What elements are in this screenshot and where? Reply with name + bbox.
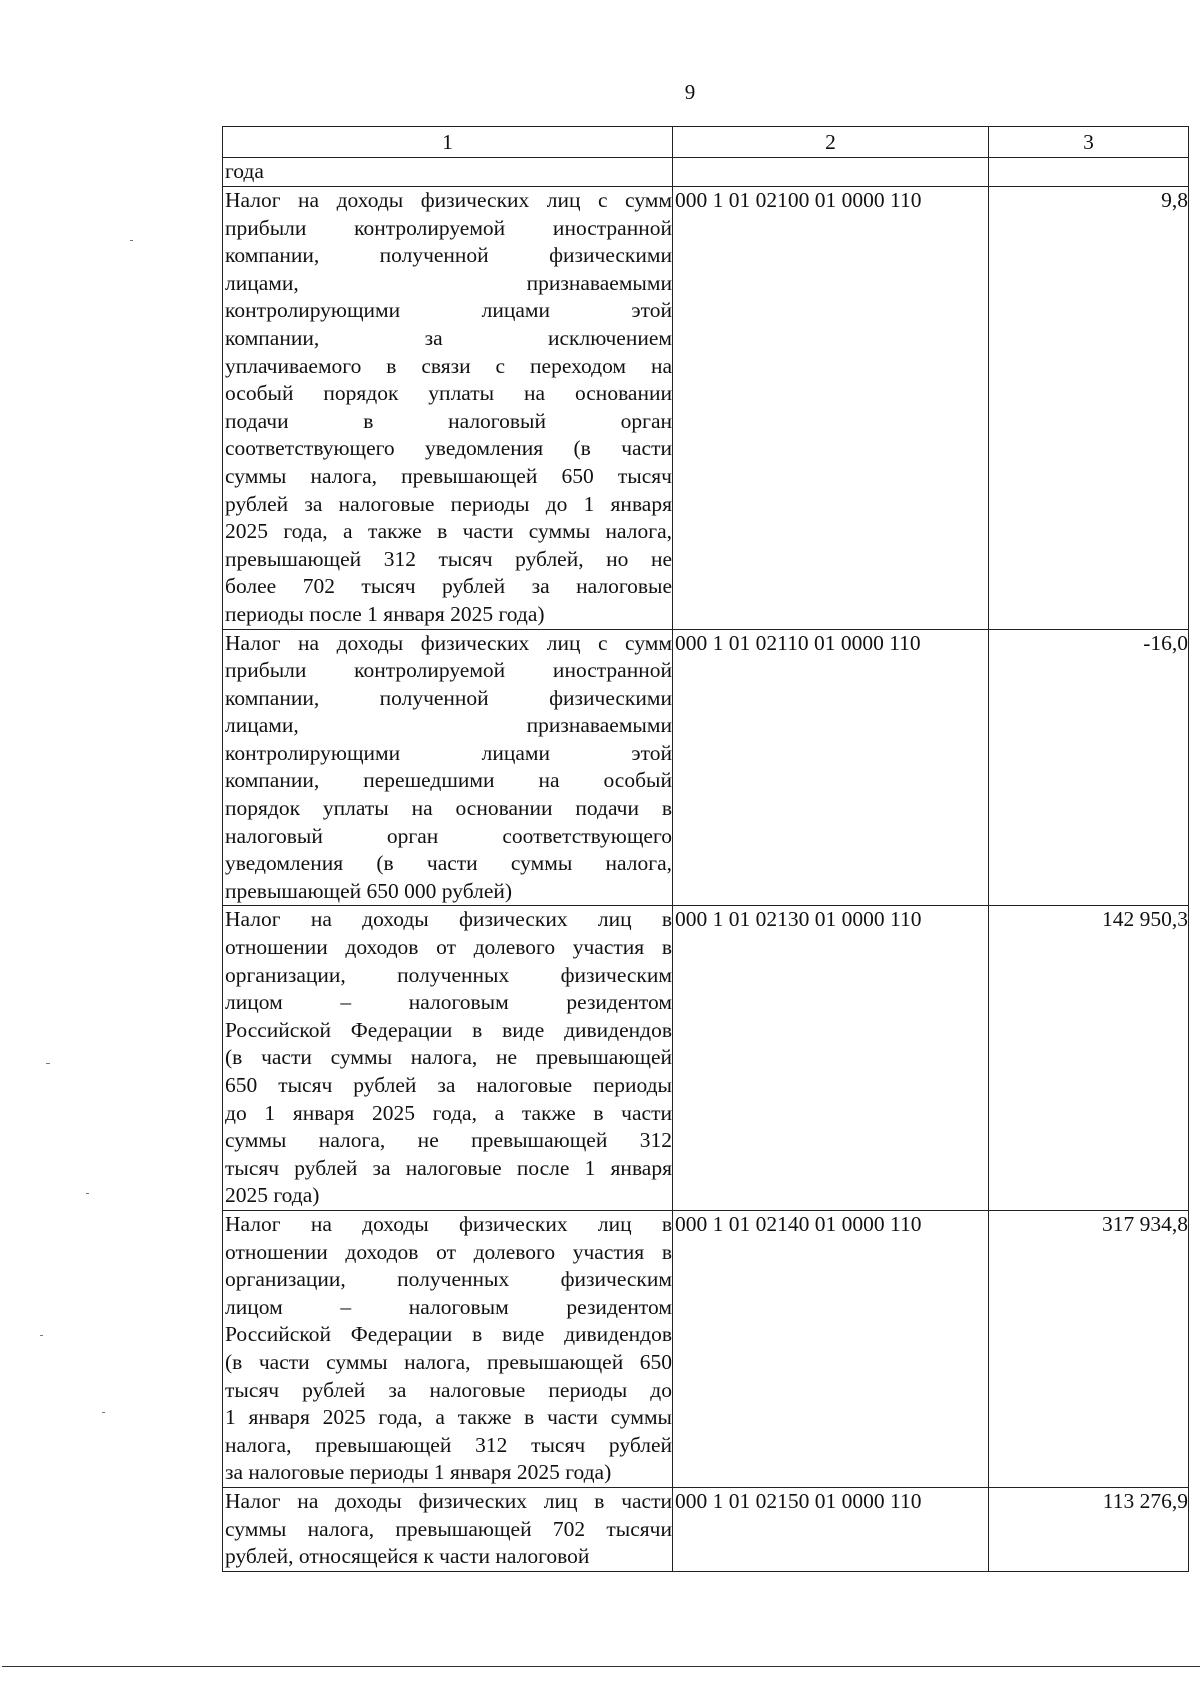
row-description	[223, 158, 673, 187]
row-budget-code: 000 1 01 02150 01 0000 110	[673, 1487, 989, 1571]
description-line: (в части суммы налога, превышающей 650	[225, 1349, 672, 1374]
description-line: года	[225, 159, 264, 183]
description-line: 2025 года)	[225, 1183, 320, 1208]
row-budget-code: 000 1 01 02140 01 0000 110	[673, 1210, 989, 1487]
description-line: 650 тысяч рублей за налоговые периоды	[225, 1073, 672, 1097]
description-line: Налог на доходы физических лиц в части	[225, 1488, 672, 1513]
description-line: Налог на доходы физических лиц с сумм	[225, 630, 672, 655]
description-line: лицами, признаваемыми	[225, 270, 672, 295]
row-description	[223, 1210, 673, 1487]
description-line: Налог на доходы физических лиц в	[225, 1211, 672, 1236]
row-description	[223, 187, 673, 630]
row-amount: 142 950,3	[989, 906, 1189, 1211]
table-row	[223, 906, 1189, 1211]
row-amount: 9,8	[989, 187, 1189, 630]
scan-speck	[86, 1193, 89, 1194]
row-amount: 113 276,9	[989, 1487, 1189, 1571]
column-header-2: 2	[673, 127, 989, 158]
column-header-3: 3	[989, 127, 1189, 158]
table-row	[223, 629, 1189, 906]
description-line: суммы налога, превышающей 702 тысячи	[225, 1516, 672, 1541]
table-row	[223, 187, 1189, 630]
description-line: уплачиваемого в связи с переходом на	[225, 353, 672, 378]
description-line: уведомления (в части суммы налога,	[225, 851, 672, 876]
description-line: Российской Федерации в виде дивидендов	[225, 1322, 672, 1347]
description-line: Налог на доходы физических лиц с сумм	[225, 188, 672, 212]
description-line: отношении доходов от долевого участия в	[225, 935, 672, 960]
description-line: до 1 января 2025 года, а также в части	[225, 1100, 672, 1125]
row-description	[223, 1487, 673, 1571]
column-header-1: 1	[223, 127, 673, 158]
description-line: превышающей 650 000 рублей)	[225, 878, 513, 903]
scan-speck	[102, 1412, 105, 1413]
revenue-table	[222, 126, 1189, 1572]
table-row	[223, 1210, 1189, 1487]
description-line: компании, полученной физическими	[225, 685, 672, 710]
description-line: подачи в налоговый орган	[225, 408, 672, 433]
description-line: превышающей 312 тысяч рублей, но не	[225, 546, 672, 571]
table-header-row	[223, 127, 1189, 158]
table-row	[223, 1487, 1189, 1571]
row-description	[223, 906, 673, 1211]
row-amount	[989, 158, 1189, 187]
scan-speck	[40, 1335, 43, 1336]
description-line: контролирующими лицами этой	[225, 298, 672, 323]
description-line: налоговый орган соответствующего	[225, 823, 672, 848]
description-line: налога, превышающей 312 тысяч рублей	[225, 1432, 672, 1457]
description-line: суммы налога, превышающей 650 тысяч	[225, 463, 672, 488]
description-line: компании, полученной физическими	[225, 243, 672, 268]
description-line: порядок уплаты на основании подачи в	[225, 796, 672, 821]
bottom-rule	[2, 1666, 1200, 1667]
description-line: организации, полученных физическим	[225, 1267, 672, 1292]
description-line: 1 января 2025 года, а также в части суммы	[225, 1405, 672, 1430]
description-line: контролирующими лицами этой	[225, 740, 672, 765]
scan-speck	[46, 1063, 50, 1064]
description-line: периоды после 1 января 2025 года)	[225, 601, 545, 626]
description-line: тысяч рублей за налоговые периоды до	[225, 1377, 672, 1402]
description-line: организации, полученных физическим	[225, 962, 672, 987]
row-budget-code	[673, 158, 989, 187]
description-line: Российской Федерации в виде дивидендов	[225, 1017, 672, 1042]
description-line: компании, за исключением	[225, 325, 672, 350]
page-number: 9	[684, 80, 696, 104]
description-line: суммы налога, не превышающей 312	[225, 1128, 672, 1153]
row-budget-code: 000 1 01 02110 01 0000 110	[673, 629, 989, 906]
row-amount: -16,0	[989, 629, 1189, 906]
description-line: прибыли контролируемой иностранной	[225, 215, 672, 240]
description-line: прибыли контролируемой иностранной	[225, 658, 672, 683]
description-line: лицом – налоговым резидентом	[225, 990, 672, 1015]
description-line: особый порядок уплаты на основании	[225, 381, 672, 406]
description-line: соответствующего уведомления (в части	[225, 436, 672, 461]
description-line: рублей за налоговые периоды до 1 января	[225, 491, 672, 516]
description-line: отношении доходов от долевого участия в	[225, 1239, 672, 1264]
description-line: (в части суммы налога, не превышающей	[225, 1045, 672, 1070]
description-line: тысяч рублей за налоговые после 1 января	[225, 1155, 672, 1180]
description-line: лицом – налоговым резидентом	[225, 1294, 672, 1319]
description-line: 2025 года, а также в части суммы налога,	[225, 519, 672, 544]
row-amount: 317 934,8	[989, 1210, 1189, 1487]
scan-speck	[130, 240, 133, 241]
description-line: более 702 тысяч рублей за налоговые	[225, 574, 672, 599]
row-description	[223, 629, 673, 906]
table-row	[223, 158, 1189, 187]
description-line: компании, перешедшими на особый	[225, 768, 672, 793]
description-line: Налог на доходы физических лиц в	[225, 907, 672, 932]
description-line: лицами, признаваемыми	[225, 713, 672, 738]
row-budget-code: 000 1 01 02100 01 0000 110	[673, 187, 989, 630]
description-line: рублей, относящейся к части налоговой	[225, 1544, 590, 1569]
description-line: за налоговые периоды 1 января 2025 года)	[225, 1460, 612, 1485]
row-budget-code: 000 1 01 02130 01 0000 110	[673, 906, 989, 1211]
